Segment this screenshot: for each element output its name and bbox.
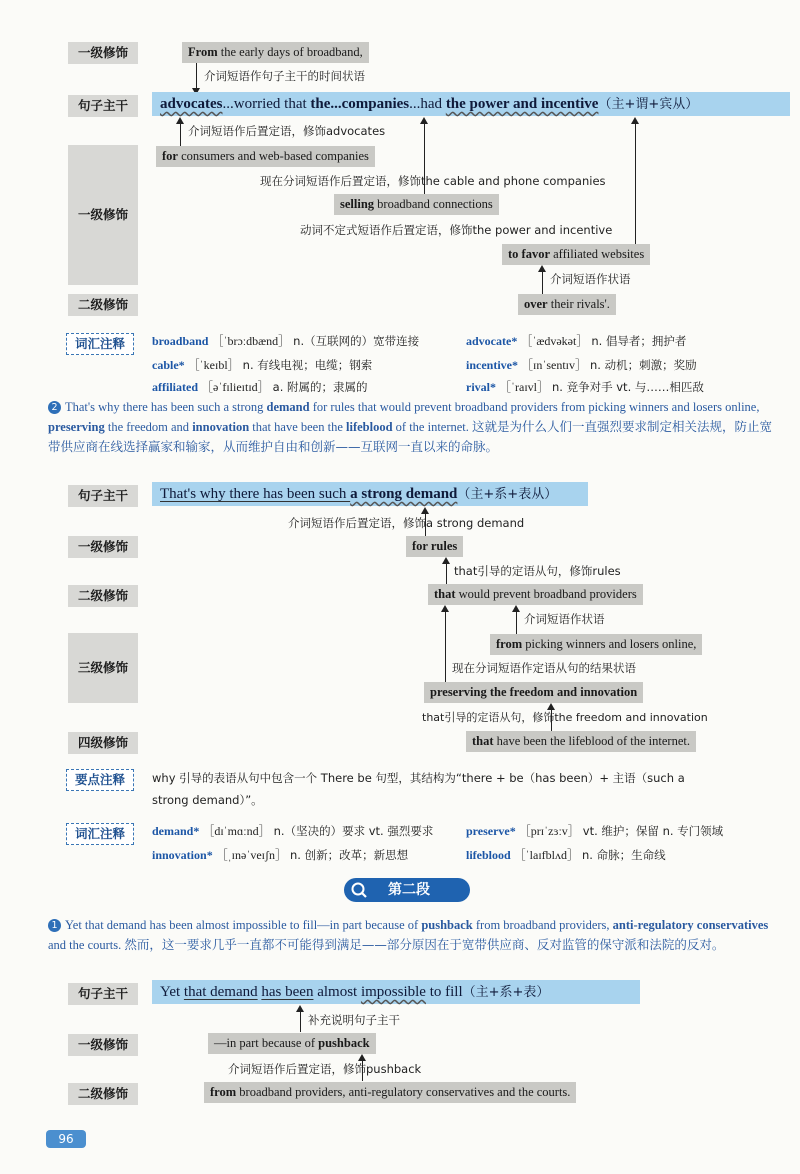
vocab-demand: demand* ［dɪˈmɑːnd］ n.（坚决的）要求 vt. 强烈要求 bbox=[152, 824, 434, 838]
label-level2: 二级修饰 bbox=[68, 1083, 138, 1105]
box-for-rules: for rules bbox=[406, 536, 463, 557]
connector-line bbox=[445, 610, 446, 682]
label-level2: 二级修饰 bbox=[68, 585, 138, 607]
label-level3: 三级修饰 bbox=[68, 633, 138, 703]
vocab-advocate: advocate* ［ˈædvəkət］ n. 倡导者；拥护者 bbox=[466, 334, 687, 348]
note-adverbial: 介词短语作状语 bbox=[524, 612, 605, 626]
note-advocates-modifier: 介词短语作后置定语，修饰advocates bbox=[188, 124, 386, 138]
key-note-text: why 引导的表语从句中包含一个 There be 句型，其结构为“there + be（has been）+ 主语（such a strong demand）”。 bbox=[152, 771, 685, 807]
label-key-note: 要点注释 bbox=[66, 769, 134, 791]
connector-line bbox=[196, 63, 197, 91]
note-time-adverbial: 介词短语作句子主干的时间状语 bbox=[204, 69, 365, 83]
main-clause-1: advocates...worried that the...companies...had the power and incentive（主+谓+宾从） bbox=[152, 92, 790, 116]
note-pushback-modifier: 介词短语作后置定语，修饰pushback bbox=[228, 1062, 422, 1076]
box-for-consumers: for consumers and web-based companies bbox=[156, 146, 375, 167]
box-over-rivals: over their rivals'. bbox=[518, 294, 616, 315]
search-icon bbox=[350, 881, 368, 899]
paragraph-2: 2 That's why there has been such a strong demand for rules that would prevent broadband providers from picking winners and losers online, preserving the freedom and innovation that have been the lifeblood of the internet. 这就是为什么人们一直强烈要求制定相关法规，防止宽带供应商在线选择赢家和输家，从而维护自由和创新——互联网一直以来的命脉。 bbox=[48, 400, 773, 454]
note-demand-modifier: 介词短语作后置定语，修饰a strong demand bbox=[288, 516, 525, 530]
note-freedom-clause: that引导的定语从句，修饰the freedom and innovation bbox=[422, 711, 708, 724]
label-level1-tall: 一级修饰 bbox=[68, 145, 138, 285]
box-that-have-been: that have been the lifeblood of the internet. bbox=[466, 731, 696, 752]
connector-line bbox=[446, 562, 447, 584]
note-supplement: 补充说明句子主干 bbox=[308, 1013, 400, 1027]
label-level2: 二级修饰 bbox=[68, 294, 138, 316]
paragraph-3: 1 Yet that demand has been almost impossible to fill—in part because of pushback from broadband providers, anti-regulatory conservatives and the courts. 然而，这一要求几乎一直都不可能得到满足——部分原因在于宽带供应商、反对监管的保守派和法院的反对。 bbox=[48, 918, 769, 952]
label-main: 句子主干 bbox=[68, 983, 138, 1005]
box-selling: selling broadband connections bbox=[334, 194, 499, 215]
main-clause-3: Yet that demand has been almost impossible to fill（主+系+表） bbox=[152, 980, 640, 1004]
note-companies-modifier: 现在分词短语作后置定语，修饰the cable and phone companies bbox=[260, 174, 606, 188]
vocab-rival: rival* ［ˈraɪvl］ n. 竞争对手 vt. 与……相匹敌 bbox=[466, 380, 704, 394]
connector-line bbox=[542, 270, 543, 294]
label-level4: 四级修饰 bbox=[68, 732, 138, 754]
note-rules-clause: that引导的定语从句，修饰rules bbox=[454, 564, 621, 578]
page-number: 96 bbox=[46, 1130, 86, 1148]
label-level1: 一级修饰 bbox=[68, 1034, 138, 1056]
vocab-broadband: broadband ［ˈbrɔːdbænd］ n.（互联网的）宽带连接 bbox=[152, 334, 420, 348]
connector-line bbox=[635, 122, 636, 244]
box-in-part: —in part because of pushback bbox=[208, 1033, 376, 1054]
box-from-early-days: From the early days of broadband, bbox=[182, 42, 369, 63]
connector-line bbox=[516, 610, 517, 634]
vocab-cable: cable* ［ˈkeɪbl］ n. 有线电视；电缆；钢索 bbox=[152, 358, 373, 372]
box-that-would-prevent: that would prevent broadband providers bbox=[428, 584, 643, 605]
label-level1: 一级修饰 bbox=[68, 42, 138, 64]
note-power-modifier: 动词不定式短语作后置定语，修饰the power and incentive bbox=[300, 223, 613, 237]
box-to-favor: to favor affiliated websites bbox=[502, 244, 650, 265]
section-header bbox=[344, 878, 470, 902]
section-title: 第二段 bbox=[388, 882, 430, 898]
label-vocab-2: 词汇注释 bbox=[66, 823, 134, 845]
box-from-providers: from broadband providers, anti-regulatory conservatives and the courts. bbox=[204, 1082, 576, 1103]
vocab-preserve: preserve* ［prɪˈzɜːv］ vt. 维护；保留 n. 专门领域 bbox=[466, 824, 724, 838]
note-result-adverbial: 现在分词短语作定语从句的结果状语 bbox=[452, 661, 636, 675]
vocab-innovation: innovation* ［ˌɪnəˈveɪʃn］ n. 创新；改革；新思想 bbox=[152, 848, 409, 862]
connector-line bbox=[300, 1010, 301, 1032]
vocab-affiliated: affiliated ［əˈfɪlieɪtɪd］ a. 附属的；隶属的 bbox=[152, 380, 368, 394]
box-from-picking: from picking winners and losers online, bbox=[490, 634, 702, 655]
label-main: 句子主干 bbox=[68, 485, 138, 507]
label-level1: 一级修饰 bbox=[68, 536, 138, 558]
label-vocab-1: 词汇注释 bbox=[66, 333, 134, 355]
vocab-incentive: incentive* ［ɪnˈsentɪv］ n. 动机；刺激；奖励 bbox=[466, 358, 697, 372]
paragraph-number: 2 bbox=[48, 401, 61, 414]
connector-line bbox=[180, 122, 181, 146]
label-main: 句子主干 bbox=[68, 95, 138, 117]
vocab-lifeblood: lifeblood ［ˈlaɪfblʌd］ n. 命脉；生命线 bbox=[466, 848, 666, 862]
main-clause-2: That's why there has been such a strong demand（主+系+表从） bbox=[152, 482, 588, 506]
note-adverbial: 介词短语作状语 bbox=[550, 272, 631, 286]
box-preserving: preserving the freedom and innovation bbox=[424, 682, 643, 703]
paragraph-number: 1 bbox=[48, 919, 61, 932]
